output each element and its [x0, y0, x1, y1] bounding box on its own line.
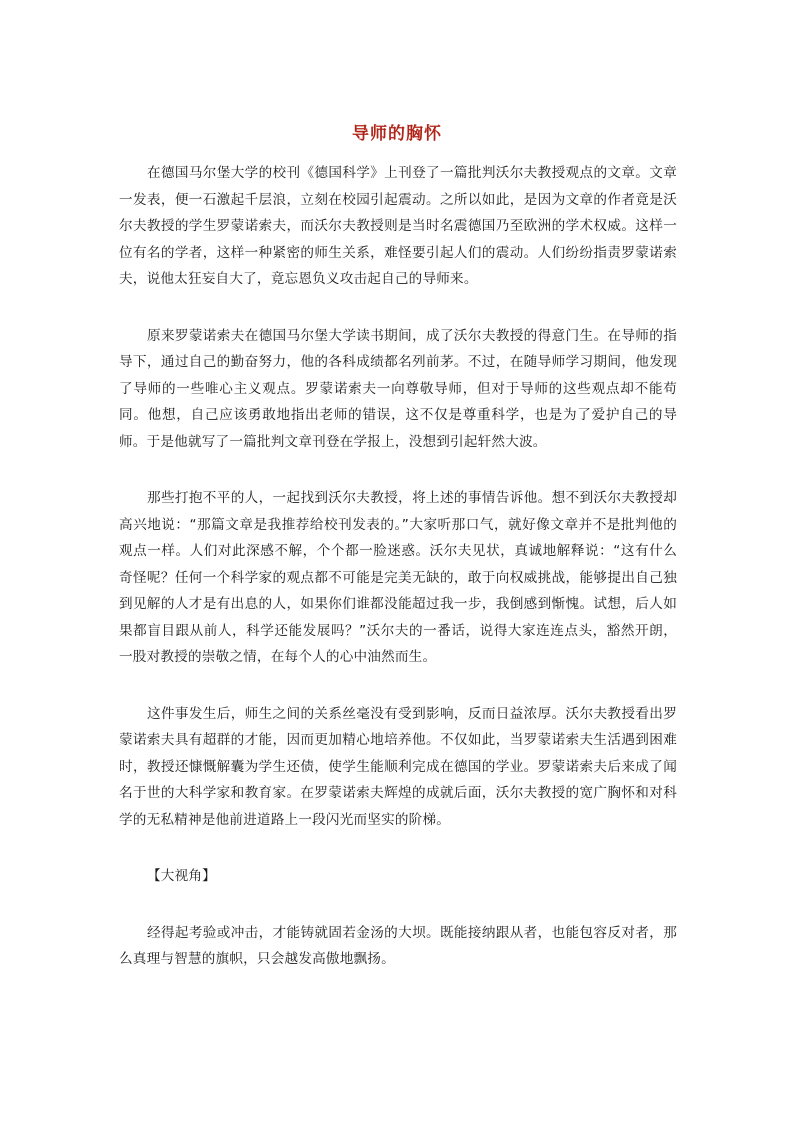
page-title: 导师的胸怀: [352, 124, 442, 144]
section-heading: 【大视角】: [147, 868, 216, 884]
paragraph-5: 经得起考验或冲击，才能铸就固若金汤的大坝。既能接纳跟从者，也能包容反对者，那么真理与智慧的旗帜，只会越发高傲地飘扬。: [119, 924, 677, 967]
paragraph-4: 这件事发生后，师生之间的关系丝毫没有受到影响，反而日益浓厚。沃尔夫教授看出罗蒙诺索夫具有超群的才能，因而更加精心地培养他。不仅如此，当罗蒙诺索夫生活遇到困难时，教授还慷慨解囊为学生还债，使学生能顺利完成在德国的学业。罗蒙诺索夫后来成了闻名于世的大科学家和教育家。在罗蒙诺索夫辉煌的成就后面，沃尔夫教授的宽广胸怀和对科学的无私精神是他前进道路上一段闪光而坚实的阶梯。: [119, 705, 677, 828]
paragraph-3: 那些打抱不平的人，一起找到沃尔夫教授，将上述的事情告诉他。想不到沃尔夫教授却高兴地说：“那篇文章是我推荐给校刊发表的。”大家听那口气，就好像文章并不是批判他的观点一样。人们对此深感不解，个个都一脸迷惑。沃尔夫见状，真诚地解释说：“这有什么奇怪呢？任何一个科学家的观点都不可能是完美无缺的，敢于向权威挑战，能够提出自己独到见解的人才是有出息的人，如果你们谁都没能超过我一步，我倒感到惭愧。试想，后人如果都盲目跟从前人，科学还能发展吗？”沃尔夫的一番话，说得大家连连点头，豁然开朗，一股对教授的崇敬之情，在每个人的心中油然而生。: [119, 490, 677, 665]
paragraph-2: 原来罗蒙诺索夫在德国马尔堡大学读书期间，成了沃尔夫教授的得意门生。在导师的指导下，通过自己的勤奋努力，他的各科成绩都名列前茅。不过，在随导师学习期间，他发现了导师的一些唯心主义观点。罗蒙诺索夫一向尊敬导师，但对于导师的这些观点却不能苟同。他想，自己应该勇敢地指出老师的错误，这不仅是尊重科学，也是为了爱护自己的导师。于是他就写了一篇批判文章刊登在学报上，没想到引起轩然大波。: [119, 327, 677, 450]
paragraph-1: 在德国马尔堡大学的校刊《德国科学》上刊登了一篇批判沃尔夫教授观点的文章。文章一发表，便一石激起千层浪，立刻在校园引起震动。之所以如此，是因为文章的作者竟是沃尔夫教授的学生罗蒙诺索夫，而沃尔夫教授则是当时名震德国乃至欧洲的学术权威。这样一位有名的学者，这样一种紧密的师生关系，难怪要引起人们的震动。人们纷纷指责罗蒙诺索夫，说他太狂妄自大了，竟忘恩负义攻击起自己的导师来。: [119, 165, 677, 287]
article-body: [119, 160, 677, 1003]
